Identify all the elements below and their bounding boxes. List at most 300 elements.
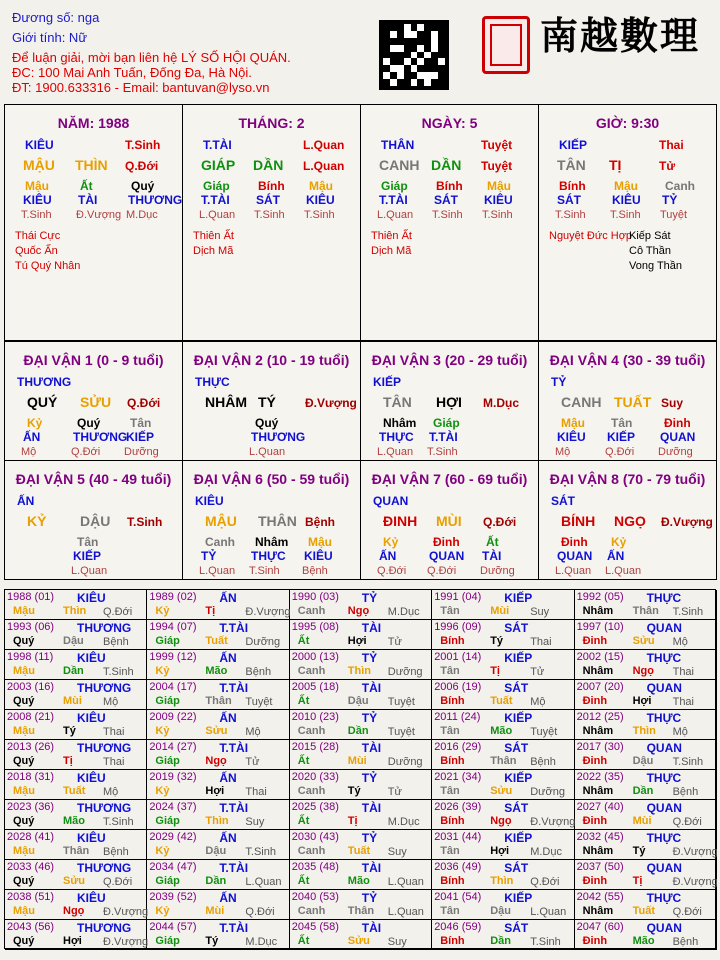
- dai-van-hidden-stem: Nhâm: [255, 535, 289, 549]
- year-branch: Thìn: [63, 605, 87, 617]
- year-cell: [432, 590, 574, 620]
- dai-van-hidden-state: Mộ: [555, 446, 571, 458]
- year-branch: Tuất: [63, 785, 86, 797]
- year-god: QUAN: [646, 681, 682, 695]
- year-label: 2026 (39): [434, 801, 482, 813]
- logo: 南越數理: [540, 13, 701, 58]
- year-label: 2009 (22): [149, 711, 197, 723]
- year-god: QUAN: [646, 861, 682, 875]
- year-stem: Tân: [440, 845, 460, 857]
- year-stem: Quý: [13, 755, 35, 767]
- year-label: 2030 (43): [291, 831, 339, 843]
- year-branch: Thân: [63, 845, 90, 857]
- year-state: Dưỡng: [387, 756, 423, 768]
- dai-van-hidden-stem: Đinh: [561, 535, 588, 549]
- year-label: 1996 (09): [434, 621, 482, 633]
- dai-van-relation: Đ.Vượng: [661, 515, 713, 529]
- hidden-god: SÁT: [256, 193, 280, 207]
- year-state: Đ.Vượng: [103, 936, 149, 948]
- year-branch: Mão: [347, 875, 370, 887]
- dai-van-hidden-god: KIẾP: [126, 430, 155, 444]
- year-branch: Thìn: [205, 815, 229, 827]
- year-god: T.TÀI: [219, 741, 249, 755]
- year-state: M.Dục: [245, 936, 278, 948]
- year-branch: Tý: [205, 935, 219, 947]
- year-god: TỶ: [361, 711, 378, 725]
- dai-van-hidden-god: QUAN: [429, 549, 465, 563]
- year-cell: [290, 620, 432, 650]
- hidden-god: KIÊU: [23, 193, 52, 207]
- year-stem: Bính: [440, 815, 465, 827]
- year-cell: [290, 740, 432, 770]
- year-label: 2039 (52): [149, 891, 197, 903]
- dai-van-god: QUAN: [373, 494, 409, 508]
- year-cell: [147, 770, 289, 800]
- year-branch: Tuất: [490, 695, 513, 707]
- year-cell: [5, 710, 147, 740]
- year-branch: Tị: [205, 605, 216, 617]
- dai-van-title: ĐẠI VẬN 6 (50 - 59 tuổi): [193, 471, 350, 487]
- dai-van-branch: MÙI: [436, 513, 462, 529]
- year-label: 1993 (06): [7, 621, 55, 633]
- year-stem: Mậu: [13, 725, 35, 737]
- year-cell: [5, 620, 147, 650]
- year-branch: Hợi: [347, 635, 367, 647]
- hidden-stem: Mậu: [309, 179, 333, 193]
- dai-van-hidden-state: Q.Đới: [605, 446, 635, 458]
- year-stem: Mậu: [13, 605, 35, 617]
- hidden-state: L.Quan: [377, 209, 414, 221]
- year-god: THƯƠNG: [77, 741, 132, 755]
- dai-van-hidden-stem: Quý: [255, 416, 279, 430]
- dai-van-stem: TÂN: [383, 394, 412, 410]
- year-branch: Tuất: [632, 905, 655, 917]
- year-cell: [432, 770, 574, 800]
- year-cell: [432, 890, 574, 920]
- year-branch: Mùi: [63, 695, 82, 707]
- pillar-relation: Q.Đới: [125, 159, 159, 173]
- year-god: SÁT: [504, 801, 529, 815]
- star-label: Quốc Ấn: [15, 245, 58, 257]
- year-god: QUAN: [646, 621, 682, 635]
- year-state: Thai: [103, 756, 125, 768]
- year-cell: [290, 680, 432, 710]
- pillar-branch: DẦN: [253, 157, 284, 173]
- pillar-title: GIỜ: 9:30: [595, 115, 660, 131]
- dai-van-relation: Suy: [661, 396, 684, 410]
- year-cell: [575, 890, 717, 920]
- dai-van-hidden-state: T.Sinh: [249, 565, 280, 577]
- qr-code-icon[interactable]: [379, 20, 449, 90]
- dai-van-relation: Bệnh: [305, 515, 335, 529]
- dai-van-stem: MẬU: [205, 513, 237, 529]
- year-state: Mộ: [530, 696, 546, 708]
- dai-van-6: [182, 460, 361, 580]
- year-cell: [575, 650, 717, 680]
- year-cell: [290, 830, 432, 860]
- hidden-god: T.TÀI: [201, 193, 230, 207]
- year-branch: Thìn: [490, 875, 514, 887]
- pillar-god: KIÊU: [25, 138, 54, 152]
- year-stem: Canh: [297, 605, 326, 617]
- year-state: Thai: [245, 786, 267, 798]
- year-god: ẤN: [219, 831, 237, 845]
- hidden-stem: Mậu: [614, 179, 638, 193]
- dai-van-branch: DẬU: [80, 513, 111, 529]
- dai-van-hidden-state: Q.Đới: [377, 565, 407, 577]
- year-cell: [575, 680, 717, 710]
- dai-van-hidden-stem: Quý: [77, 416, 101, 430]
- year-label: 2031 (44): [434, 831, 482, 843]
- dai-van-hidden-god: KIÊU: [557, 430, 586, 444]
- dai-van-hidden-stem: Ất: [486, 535, 499, 549]
- year-branch: Tý: [63, 725, 76, 737]
- dai-van-relation: M.Dục: [483, 396, 519, 410]
- dai-van-relation: Q.Đới: [483, 515, 517, 529]
- year-branch: Dần: [63, 665, 84, 677]
- year-label: 2007 (20): [576, 681, 624, 693]
- dai-van-relation: Đ.Vượng: [305, 396, 357, 410]
- hidden-god: TỶ: [662, 193, 678, 207]
- year-label: 1991 (04): [434, 591, 482, 603]
- year-stem: Kỷ: [155, 605, 170, 617]
- year-branch: Thân: [347, 905, 375, 917]
- year-cell: [147, 740, 289, 770]
- year-stem: Đinh: [582, 635, 608, 647]
- pillar-stem: GIÁP: [201, 157, 236, 173]
- hidden-state: Đ.Vượng: [76, 209, 122, 221]
- dai-van-hidden-state: L.Quan: [71, 565, 108, 577]
- hidden-state: T.Sinh: [254, 209, 285, 221]
- dai-van-god: ẤN: [17, 494, 35, 508]
- year-stem: Tân: [440, 905, 460, 917]
- dai-van-god: TỶ: [551, 375, 567, 389]
- dai-van-hidden-stem: Tân: [130, 416, 152, 430]
- dai-van-4: [538, 341, 717, 461]
- year-stem: Ất: [297, 755, 310, 767]
- dai-van-branch: THÂN: [258, 513, 297, 529]
- year-cell: [147, 710, 289, 740]
- dai-van-5: [4, 460, 183, 580]
- year-state: T.Sinh: [103, 666, 134, 678]
- year-god: THƯƠNG: [77, 621, 132, 635]
- pillar-branch: DẦN: [431, 157, 462, 173]
- year-label: 2012 (25): [576, 711, 624, 723]
- year-label: 2005 (18): [291, 681, 339, 693]
- dai-van-branch: SỬU: [80, 394, 112, 410]
- pillar-relation: Tuyệt: [481, 159, 513, 173]
- year-god: THỰC: [646, 771, 682, 785]
- dai-van-stem: CANH: [561, 394, 602, 410]
- year-branch: Sửu: [63, 875, 86, 887]
- year-cell: [147, 650, 289, 680]
- hidden-state: T.Sinh: [304, 209, 335, 221]
- pillar-1: [4, 104, 183, 341]
- year-cell: [290, 890, 432, 920]
- star-label: Nguyệt Đức Hợp: [549, 230, 633, 242]
- year-god: KIẾP: [504, 711, 533, 725]
- year-label: 2037 (50): [576, 861, 624, 873]
- pillar-2: [182, 104, 361, 341]
- year-state: Đ.Vượng: [672, 846, 718, 858]
- pillar-stem: CANH: [379, 157, 420, 173]
- year-stem: Bính: [440, 935, 465, 947]
- year-label: 2021 (34): [434, 771, 482, 783]
- year-state: Bệnh: [530, 756, 556, 768]
- year-cell: [147, 680, 289, 710]
- year-state: Thai: [530, 636, 552, 648]
- year-stem: Giáp: [155, 815, 180, 827]
- star-label: Dịch Mã: [193, 245, 234, 257]
- year-cell: [575, 620, 717, 650]
- dai-van-1: [4, 341, 183, 461]
- year-stem: Tân: [440, 785, 460, 797]
- dai-van-hidden-stem: Tân: [611, 416, 633, 430]
- pillar-stem: TÂN: [557, 157, 586, 173]
- year-cell: [290, 650, 432, 680]
- year-stem: Đinh: [582, 815, 608, 827]
- dai-van-hidden-state: Dưỡng: [658, 446, 693, 458]
- year-god: ẤN: [219, 651, 237, 665]
- year-label: 2046 (59): [434, 921, 482, 933]
- dai-van-hidden-state: Dưỡng: [124, 446, 159, 458]
- year-label: 2034 (47): [149, 861, 197, 873]
- year-label: 1994 (07): [149, 621, 197, 633]
- dai-van-hidden-stem: Kỷ: [611, 535, 627, 549]
- year-god: THƯƠNG: [77, 861, 132, 875]
- hidden-god: T.TÀI: [379, 193, 408, 207]
- year-cell: [290, 920, 432, 950]
- year-cell: [147, 800, 289, 830]
- year-stem: Mậu: [13, 665, 35, 677]
- year-state: Q.Đới: [672, 816, 702, 828]
- year-label: 2022 (35): [576, 771, 624, 783]
- dai-van-hidden-state: L.Quan: [377, 446, 414, 458]
- year-state: Bệnh: [245, 666, 272, 678]
- year-stem: Nhâm: [582, 905, 614, 917]
- hidden-stem: Mậu: [487, 179, 511, 193]
- dai-van-3: [360, 341, 539, 461]
- pillar-state: L.Quan: [303, 138, 345, 152]
- year-label: 2029 (42): [149, 831, 197, 843]
- year-stem: Bính: [440, 755, 465, 767]
- year-stem: Giáp: [155, 635, 180, 647]
- year-branch: Thìn: [347, 665, 372, 677]
- pillar-relation: L.Quan: [303, 159, 345, 173]
- year-stem: Nhâm: [582, 605, 614, 617]
- year-cell: [432, 650, 574, 680]
- year-stem: Canh: [297, 845, 326, 857]
- dai-van-hidden-god: THƯƠNG: [251, 430, 306, 444]
- year-branch: Sửu: [205, 725, 228, 737]
- year-cell: [575, 830, 717, 860]
- pillar-state: T.Sinh: [125, 138, 161, 152]
- year-god: TÀI: [361, 681, 382, 695]
- year-label: 2018 (31): [7, 771, 55, 783]
- year-state: T.Sinh: [245, 846, 276, 858]
- year-label: 2025 (38): [291, 801, 339, 813]
- year-branch: Ngọ: [490, 815, 512, 827]
- year-god: TỶ: [361, 891, 378, 905]
- year-cell: [5, 890, 147, 920]
- year-state: Suy: [245, 816, 265, 828]
- year-stem: Bính: [440, 875, 465, 887]
- year-god: SÁT: [504, 621, 529, 635]
- dai-van-7: [360, 460, 539, 580]
- dai-van-god: SÁT: [551, 494, 575, 508]
- year-cell: [147, 920, 289, 950]
- year-stem: Canh: [297, 725, 326, 737]
- year-cell: [290, 800, 432, 830]
- year-branch: Ngọ: [63, 905, 85, 917]
- year-branch: Tý: [632, 845, 646, 857]
- dai-van-title: ĐẠI VẬN 4 (30 - 39 tuổi): [549, 352, 706, 368]
- hidden-state: T.Sinh: [21, 209, 52, 221]
- dai-van-hidden-stem: Tân: [77, 535, 99, 549]
- year-god: THỰC: [646, 891, 682, 905]
- dai-van-god: KIẾP: [373, 375, 402, 389]
- year-branch: Dậu: [205, 845, 227, 857]
- year-god: ẤN: [219, 711, 237, 725]
- year-stem: Canh: [297, 905, 326, 917]
- year-cell: [432, 680, 574, 710]
- year-stem: Giáp: [155, 755, 180, 767]
- year-stem: Kỷ: [155, 725, 170, 737]
- year-god: T.TÀI: [219, 621, 249, 635]
- year-label: 1992 (05): [576, 591, 624, 603]
- year-branch: Dậu: [490, 905, 511, 917]
- year-branch: Dậu: [347, 695, 369, 707]
- contact-line: Để luận giải, mời bạn liên hệ LÝ SỐ HỘI QUÁN.: [12, 50, 291, 65]
- year-label: 2023 (36): [7, 801, 55, 813]
- dai-van-hidden-stem: Đinh: [664, 416, 691, 430]
- year-label: 1989 (02): [149, 591, 197, 603]
- year-branch: Sửu: [632, 635, 655, 647]
- star-label: Thái Cực: [15, 230, 61, 242]
- year-label: 2003 (16): [7, 681, 55, 693]
- year-god: KIẾP: [504, 591, 533, 605]
- year-branch: Thìn: [632, 725, 656, 737]
- year-god: SÁT: [504, 741, 529, 755]
- dai-van-hidden-stem: Đinh: [433, 535, 460, 549]
- year-cell: [5, 590, 147, 620]
- person-name: Đương số: nga: [12, 10, 100, 25]
- year-state: Dưỡng: [245, 636, 281, 648]
- pillar-state: Tuyệt: [481, 138, 513, 152]
- hidden-state: T.Sinh: [555, 209, 586, 221]
- dai-van-title: ĐẠI VẬN 7 (60 - 69 tuổi): [371, 471, 528, 487]
- year-stem: Ất: [297, 875, 310, 887]
- dai-van-hidden-god: KIẾP: [73, 549, 102, 563]
- year-label: 2038 (51): [7, 891, 55, 903]
- pillar-god: THÂN: [381, 138, 415, 152]
- year-god: ẤN: [219, 891, 237, 905]
- year-god: THỰC: [646, 651, 682, 665]
- dai-van-god: THỰC: [195, 375, 230, 389]
- year-label: 1997 (10): [576, 621, 624, 633]
- year-label: 2044 (57): [149, 921, 197, 933]
- dai-van-hidden-god: THƯƠNG: [73, 430, 128, 444]
- year-branch: Ngọ: [205, 755, 227, 767]
- year-god: TÀI: [361, 921, 382, 935]
- year-state: T.Sinh: [103, 816, 134, 828]
- dai-van-hidden-state: Dưỡng: [480, 565, 515, 577]
- hidden-god: KIÊU: [612, 193, 641, 207]
- pillar-4: [538, 104, 717, 341]
- dai-van-title: ĐẠI VẬN 3 (20 - 29 tuổi): [371, 352, 528, 368]
- year-branch: Mùi: [632, 815, 652, 827]
- year-god: TỶ: [361, 591, 378, 605]
- year-branch: Mùi: [205, 905, 225, 917]
- year-state: M.Dục: [387, 816, 420, 828]
- year-branch: Dần: [632, 785, 654, 797]
- star-label: Thiên Ất: [193, 230, 234, 242]
- hidden-god: SÁT: [557, 193, 581, 207]
- year-stem: Nhâm: [582, 785, 614, 797]
- year-label: 2013 (26): [7, 741, 55, 753]
- year-state: Đ.Vượng: [245, 606, 291, 618]
- dai-van-hidden-god: QUAN: [660, 430, 696, 444]
- year-cell: [147, 860, 289, 890]
- year-state: Thai: [672, 696, 694, 708]
- hidden-state: T.Sinh: [610, 209, 641, 221]
- year-stem: Giáp: [155, 695, 180, 707]
- year-god: KIÊU: [77, 771, 106, 785]
- year-label: 2033 (46): [7, 861, 55, 873]
- dai-van-stem: ĐINH: [383, 513, 418, 529]
- dai-van-hidden-stem: Kỷ: [27, 416, 43, 430]
- pillar-title: NĂM: 1988: [57, 115, 130, 131]
- year-god: THƯƠNG: [77, 801, 132, 815]
- year-cell: [575, 860, 717, 890]
- dai-van-branch: TUẤT: [614, 394, 652, 410]
- year-stem: Tân: [440, 605, 460, 617]
- year-god: KIẾP: [504, 771, 533, 785]
- year-stem: Bính: [440, 635, 465, 647]
- year-branch: Tị: [63, 755, 73, 767]
- year-branch: Tý: [490, 635, 504, 647]
- year-label: 1990 (03): [291, 591, 339, 603]
- year-branch: Tý: [347, 785, 361, 797]
- year-label: 2015 (28): [291, 741, 339, 753]
- dai-van-stem: NHÂM: [205, 394, 247, 410]
- dai-van-stem: QUÝ: [27, 394, 58, 410]
- year-label: 1995 (08): [291, 621, 339, 633]
- year-god: TỶ: [361, 651, 378, 665]
- year-cell: [432, 740, 574, 770]
- year-god: QUAN: [646, 741, 682, 755]
- year-branch: Tị: [490, 665, 500, 677]
- year-god: THƯƠNG: [77, 681, 132, 695]
- year-stem: Tân: [440, 725, 460, 737]
- year-branch: Tị: [347, 815, 358, 827]
- year-stem: Kỷ: [155, 665, 170, 677]
- yearly-table: [4, 589, 716, 949]
- seal-icon: [482, 16, 530, 74]
- year-stem: Đinh: [582, 935, 608, 947]
- dai-van-title: ĐẠI VẬN 1 (0 - 9 tuổi): [23, 352, 164, 368]
- hidden-stem: Mậu: [25, 179, 49, 193]
- year-stem: Giáp: [155, 875, 180, 887]
- year-god: ẤN: [219, 771, 237, 785]
- year-cell: [147, 590, 289, 620]
- year-god: KIẾP: [504, 651, 533, 665]
- hidden-stem: Giáp: [381, 179, 408, 193]
- hidden-god: KIÊU: [306, 193, 335, 207]
- year-stem: Canh: [297, 665, 326, 677]
- dai-van-hidden-god: TỶ: [201, 549, 217, 563]
- year-state: Suy: [387, 846, 407, 858]
